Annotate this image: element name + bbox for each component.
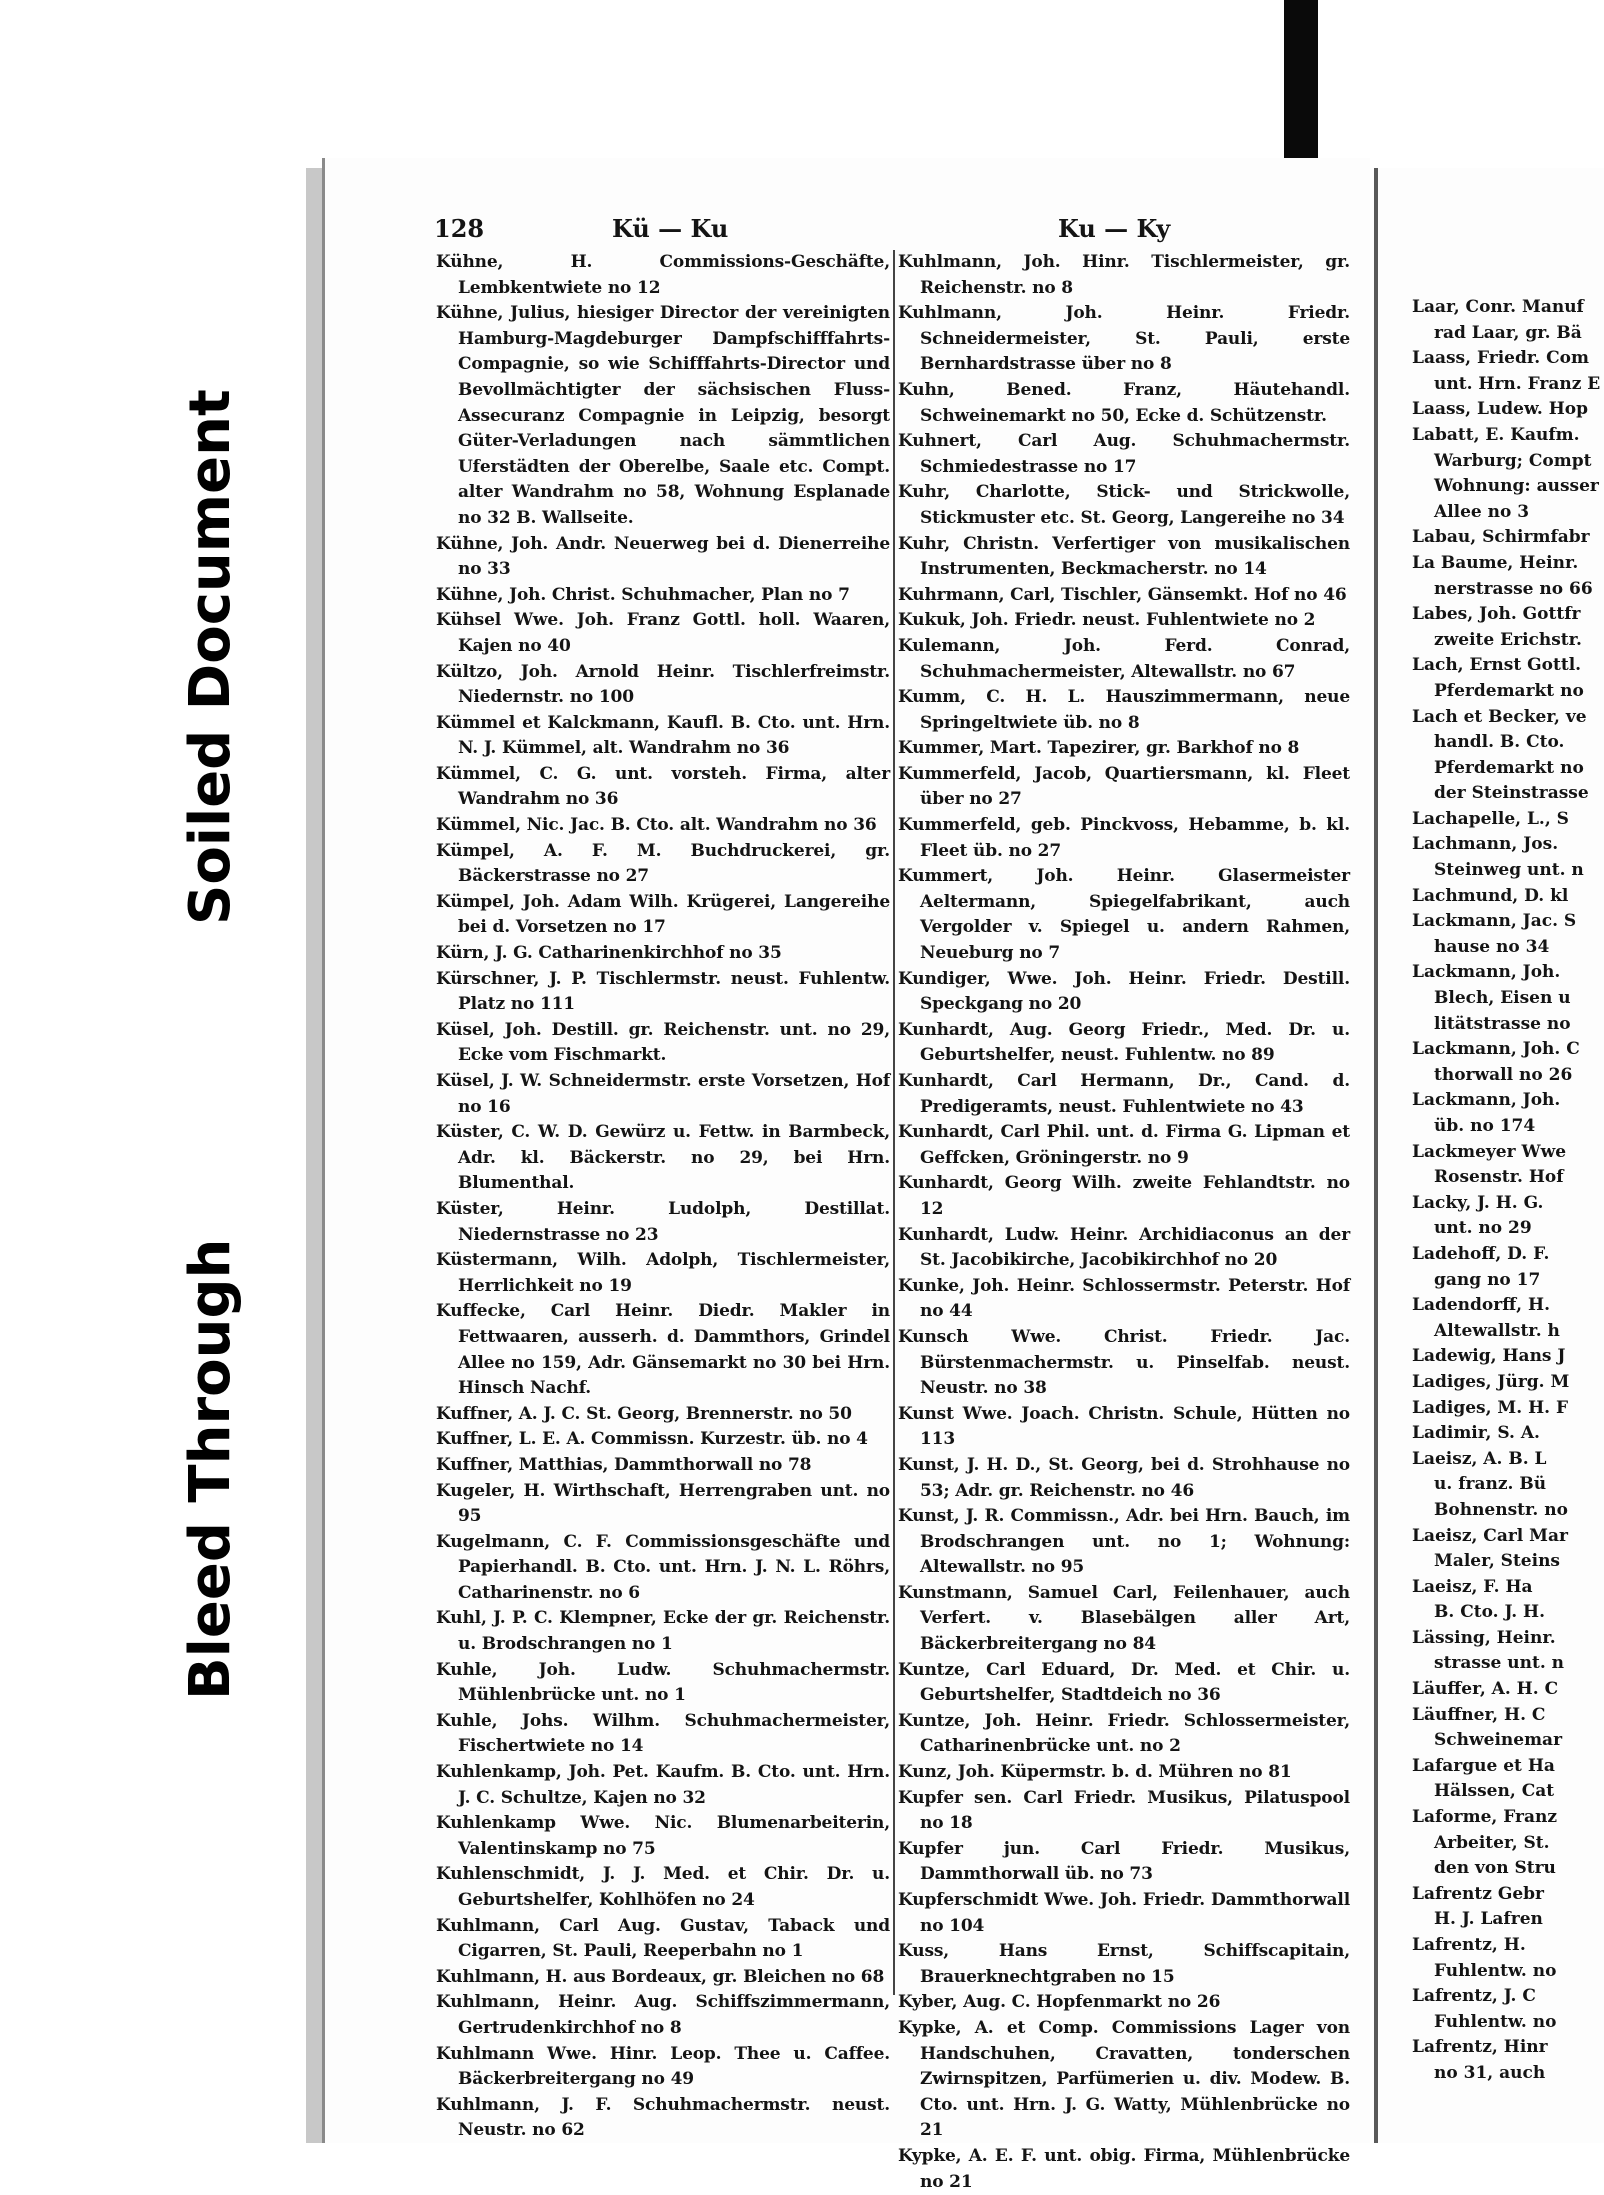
directory-entry: Kühne, Joh. Christ. Schuhmacher, Plan no 7 (436, 584, 850, 605)
directory-entry: Kuhlmann, H. aus Bordeaux, gr. Bleichen no 68 (436, 1966, 885, 1987)
directory-entry: Lafargue et Ha (1412, 1755, 1555, 1776)
directory-entry: La Baume, Heinr. (1412, 552, 1579, 573)
directory-entry: Fuhlentw. no (1434, 2011, 1557, 2032)
directory-entry: Kuhlenkamp Wwe. Nic. Blumenarbeiterin, Valentinskamp no 75 (436, 1813, 890, 1859)
right-column-header: Ku — Ky (1058, 214, 1171, 243)
directory-entry: Lackmann, Jac. S (1412, 911, 1577, 932)
directory-entry: üb. no 174 (1434, 1116, 1536, 1136)
directory-entry: Laar, Conr. Manuf (1412, 297, 1584, 317)
directory-entry: Hälssen, Cat (1434, 1781, 1555, 1802)
directory-entry: Kuhlmann, Heinr. Aug. Schiffszimmermann, Gertrudenkirchhof no 8 (436, 1992, 890, 2038)
directory-entry: Kyber, Aug. C. Hopfenmarkt no 26 (898, 1992, 1221, 2013)
directory-entry: Kunhardt, Aug. Georg Friedr., Med. Dr. u. Geburtshelfer, neust. Fuhlentw. no 89 (898, 1019, 1350, 1066)
directory-entry: Kühne, Joh. Andr. Neuerweg bei d. Dienerreihe no 33 (436, 533, 890, 580)
directory-entry: Kuhrmann, Carl, Tischler, Gänsemkt. Hof no 46 (898, 584, 1347, 605)
directory-entry: Arbeiter, St. (1434, 1832, 1550, 1853)
directory-entry: Kültzo, Joh. Arnold Heinr. Tischlerfreimstr. Niedernstr. no 100 (436, 661, 890, 708)
directory-entry: Kürschner, J. P. Tischlermstr. neust. Fuhlentw. Platz no 111 (436, 968, 890, 1015)
page-number: 128 (434, 214, 485, 243)
directory-entry: rad Laar, gr. Bä (1434, 322, 1582, 343)
directory-entry: Kühne, Julius, hiesiger Director der vereinigten Hamburg-Magdeburger Dampfschifffahrts-Compagnie, so wie Schifffahrts-Director und Bevollmächtigter der sächsischen Fluss-Assecuranz Compagnie in Leipzig, besorgt Güter-Verladungen nach sämmtlichen Uferstädten der Oberelbe, Saale etc. Compt. alter Wandrahm no 58, Wohnung Esplanade no 32 B. Wallseite. (436, 303, 890, 528)
directory-entry: Lachapelle, L., S (1412, 808, 1569, 829)
directory-entry: Kuhlenschmidt, J. J. Med. et Chir. Dr. u. Geburtshelfer, Kohlhöfen no 24 (436, 1864, 890, 1910)
directory-entry: Küsel, Joh. Destill. gr. Reichenstr. unt. no 29, Ecke vom Fischmarkt. (436, 1019, 890, 1066)
directory-entry: Kupfer sen. Carl Friedr. Musikus, Pilatuspool no 18 (898, 1787, 1350, 1834)
directory-entry: handl. B. Cto. (1434, 732, 1565, 753)
directory-entry: Kümmel, Nic. Jac. B. Cto. alt. Wandrahm no 36 (436, 815, 877, 836)
directory-entry: Lackmann, Joh. C (1412, 1039, 1580, 1060)
directory-entry: Ladiges, Jürg. M (1412, 1371, 1570, 1392)
soiled-document-label: Soiled Document (178, 389, 243, 925)
directory-entry: Kunhardt, Carl Phil. unt. d. Firma G. Lipman et Geffcken, Gröningerstr. no 9 (898, 1122, 1350, 1168)
directory-entry: Pferdemarkt no (1434, 757, 1584, 778)
directory-entry: Warburg; Compt (1434, 450, 1592, 471)
directory-entry: Labau, Schirmfabr (1412, 527, 1590, 548)
directory-entry: Lackmann, Joh. (1412, 1090, 1561, 1111)
directory-entry: zweite Erichstr. (1434, 629, 1582, 650)
left-column-header: Kü — Ku (612, 214, 729, 243)
directory-entry: u. franz. Bü (1434, 1474, 1547, 1495)
directory-entry: Küster, Heinr. Ludolph, Destillat. Niedernstrasse no 23 (436, 1198, 890, 1245)
directory-entry: gang no 17 (1434, 1269, 1541, 1290)
directory-entry: Kümmel et Kalckmann, Kaufl. B. Cto. unt. Hrn. N. J. Kümmel, alt. Wandrahm no 36 (436, 712, 890, 759)
directory-entry: Lach, Ernst Gottl. (1412, 655, 1582, 676)
directory-entry: Kuhnert, Carl Aug. Schuhmachermstr. Schmiedestrasse no 17 (898, 431, 1350, 477)
directory-entry: Lafrentz, H. (1412, 1935, 1526, 1955)
directory-entry: Kunhardt, Ludw. Heinr. Archidiaconus an der St. Jacobikirche, Jacobikirchhof no 20 (898, 1224, 1350, 1271)
directory-entry: Kuffner, Matthias, Dammthorwall no 78 (436, 1454, 812, 1475)
directory-entry: Kunsch Wwe. Christ. Friedr. Jac. Bürstenmachermstr. u. Pinselfab. neust. Neustr. no 38 (898, 1326, 1350, 1399)
directory-entry: Laeisz, F. Ha (1412, 1576, 1533, 1597)
directory-entry: Lachmund, D. kl (1412, 885, 1569, 906)
directory-entry: Wohnung: ausser (1434, 476, 1599, 497)
directory-entry: Kunst, J. R. Commissn., Adr. bei Hrn. Bauch, im Brodschrangen unt. no 1; Wohnung: Altewallstr. no 95 (898, 1506, 1350, 1578)
column-divider (893, 250, 895, 1995)
scan-edge-bar (1284, 0, 1318, 175)
directory-entry: Lässing, Heinr. (1412, 1627, 1556, 1648)
directory-entry: hause no 34 (1434, 936, 1550, 957)
directory-entry: Labatt, E. Kaufm. (1412, 424, 1580, 445)
directory-entry: Kümmel, C. G. unt. vorsteh. Firma, alter Wandrahm no 36 (436, 763, 890, 810)
directory-entry: Kuhn, Bened. Franz, Häutehandl. Schweinemarkt no 50, Ecke d. Schützenstr. (898, 379, 1350, 426)
directory-entry: Küster, C. W. D. Gewürz u. Fettw. in Barmbeck, Adr. kl. Bäckerstr. no 29, bei Hrn. Blumenthal. (436, 1122, 890, 1194)
directory-entry: Laeisz, A. B. L (1412, 1448, 1547, 1469)
directory-entry: Laforme, Franz (1412, 1807, 1557, 1828)
directory-entry: Küstermann, Wilh. Adolph, Tischlermeister, Herrlichkeit no 19 (436, 1250, 890, 1296)
directory-entry: Kühsel Wwe. Joh. Franz Gottl. holl. Waaren, Kajen no 40 (436, 610, 890, 656)
directory-entry: Lafrentz, Hinr (1412, 2037, 1548, 2058)
directory-entry: Kypke, A. E. F. unt. obig. Firma, Mühlenbrücke no 21 (898, 2145, 1350, 2192)
directory-entry: Kümpel, A. F. M. Buchdruckerei, gr. Bäckerstrasse no 27 (436, 840, 890, 887)
directory-entry: Kuhlmann, Carl Aug. Gustav, Taback und Cigarren, St. Pauli, Reeperbahn no 1 (436, 1915, 890, 1962)
directory-entry: Blech, Eisen u (1434, 988, 1571, 1009)
directory-entry: Kuss, Hans Ernst, Schiffscapitain, Brauerknechtgraben no 15 (898, 1941, 1350, 1987)
directory-entry: Kulemann, Joh. Ferd. Conrad, Schuhmachermeister, Altewallstr. no 67 (898, 635, 1350, 682)
directory-entry: strasse unt. n (1434, 1653, 1565, 1674)
directory-entry: unt. Hrn. Franz E (1434, 373, 1601, 394)
directory-entry: Kuhr, Charlotte, Stick- und Strickwolle, Stickmuster etc. St. Georg, Langereihe no 34 (898, 482, 1350, 528)
directory-entry: Läuffner, H. C (1412, 1704, 1546, 1725)
directory-entry: Kuffecke, Carl Heinr. Diedr. Makler in Fettwaaren, ausserh. d. Dammthors, Grindel Allee no 159, Adr. Gänsemarkt no 30 bei Hrn. Hinsch Nachf. (436, 1301, 890, 1399)
directory-entry: H. J. Lafren (1434, 1909, 1543, 1930)
directory-entry: der Steinstrasse (1434, 783, 1589, 804)
directory-entry: Kuffner, L. E. A. Commissn. Kurzestr. üb. no 4 (436, 1429, 868, 1450)
directory-entry: Kuhlmann, Joh. Heinr. Friedr. Schneidermeister, St. Pauli, erste Bernhardstrasse über no 8 (898, 303, 1350, 375)
directory-entry: Kypke, A. et Comp. Commissions Lager von Handschuhen, Cravatten, tonderschen Zwirnspitzen, Parfümerien u. div. Modew. B. Cto. unt. Hrn. J. G. Watty, Mühlenbrücke no 21 (898, 2017, 1350, 2141)
directory-entry: Kugeler, H. Wirthschaft, Herrengraben unt. no 95 (436, 1480, 890, 1527)
directory-entry: Kunhardt, Carl Hermann, Dr., Cand. d. Predigeramts, neust. Fuhlentwiete no 43 (898, 1071, 1350, 1117)
directory-entry: litätstrasse no (1434, 1013, 1571, 1034)
directory-entry: Kummert, Joh. Heinr. Glasermeister Aeltermann, Spiegelfabrikant, auch Vergolder v. Spiegel u. andern Rahmen, Neueburg no 7 (898, 866, 1350, 964)
directory-entry: Kühne, H. Commissions-Geschäfte, Lembkentwiete no 12 (436, 252, 890, 298)
bleed-through-label: Bleed Through (178, 1238, 243, 1700)
directory-entry: Kundiger, Wwe. Joh. Heinr. Friedr. Destill. Speckgang no 20 (898, 968, 1350, 1015)
directory-entry: Kuhle, Johs. Wilhm. Schuhmachermeister, Fischertwiete no 14 (436, 1710, 890, 1757)
directory-entry: Kunz, Joh. Küpermstr. b. d. Mühren no 81 (898, 1762, 1292, 1783)
directory-entry: Steinweg unt. n (1434, 860, 1584, 881)
directory-entry: Ladehoff, D. F. (1412, 1243, 1550, 1264)
directory-entry: Ladewig, Hans J (1412, 1346, 1566, 1367)
directory-entry: Kuhr, Christn. Verfertiger von musikalischen Instrumenten, Beckmacherstr. no 14 (898, 533, 1350, 580)
directory-entry: Kumm, C. H. L. Hauszimmermann, neue Springeltwiete üb. no 8 (898, 687, 1350, 733)
directory-entry: Kümpel, Joh. Adam Wilh. Krügerei, Langereihe bei d. Vorsetzen no 17 (436, 891, 890, 938)
directory-entry: Lackmeyer Wwe (1412, 1141, 1567, 1162)
directory-entry: Lackmann, Joh. (1412, 962, 1561, 983)
directory-entry: Kugelmann, C. F. Commissionsgeschäfte und Papierhandl. B. Cto. unt. Hrn. J. N. L. Röhrs, Catharinenstr. no 6 (436, 1531, 890, 1603)
directory-entry: Allee no 3 (1434, 501, 1530, 522)
directory-entry: Altewallstr. h (1434, 1320, 1560, 1341)
directory-entry: Läuffer, A. H. C (1412, 1679, 1559, 1700)
directory-entry: Kuhlmann, Joh. Hinr. Tischlermeister, gr. Reichenstr. no 8 (898, 252, 1350, 298)
directory-entry: Kuhlmann, J. F. Schuhmachermstr. neust. Neustr. no 62 (436, 2094, 890, 2141)
directory-entry: B. Cto. J. H. (1434, 1602, 1546, 1623)
directory-entry: Kupfer jun. Carl Friedr. Musikus, Dammthorwall üb. no 73 (898, 1838, 1350, 1885)
directory-entry: Kuntze, Joh. Heinr. Friedr. Schlossermeister, Catharinenbrücke unt. no 2 (898, 1710, 1350, 1757)
directory-entry: Ladendorff, H. (1412, 1295, 1550, 1316)
left-column (436, 250, 890, 2141)
directory-entry: Kummer, Mart. Tapezirer, gr. Barkhof no 8 (898, 738, 1300, 759)
directory-entry: Pferdemarkt no (1434, 680, 1584, 701)
directory-entry: Kuhl, J. P. C. Klempner, Ecke der gr. Reichenstr. u. Brodschrangen no 1 (436, 1608, 890, 1655)
facing-page-column (1412, 295, 1602, 2087)
directory-entry: Maler, Steins (1434, 1551, 1560, 1572)
directory-entry: no 31, auch (1434, 2062, 1546, 2083)
directory-entry: Laeisz, Carl Mar (1412, 1525, 1568, 1546)
directory-entry: Bohnenstr. no (1434, 1499, 1568, 1520)
middle-column (898, 250, 1350, 2192)
directory-entry: Kummerfeld, Jacob, Quartiersmann, kl. Fleet über no 27 (898, 763, 1350, 810)
directory-entry: den von Stru (1434, 1858, 1556, 1879)
directory-entry: Laass, Ludew. Hop (1412, 399, 1589, 420)
directory-entry: Kunhardt, Georg Wilh. zweite Fehlandtstr. no 12 (898, 1173, 1350, 1219)
directory-entry: Ladiges, M. H. F (1412, 1397, 1569, 1418)
directory-entry: Kunke, Joh. Heinr. Schlossermstr. Peterstr. Hof no 44 (898, 1275, 1350, 1322)
directory-entry: Rosenstr. Hof (1434, 1167, 1564, 1188)
directory-entry: Kukuk, Joh. Friedr. neust. Fuhlentwiete no 2 (898, 610, 1316, 631)
directory-entry: Kuhle, Joh. Ludw. Schuhmachermstr. Mühlenbrücke unt. no 1 (436, 1659, 890, 1706)
directory-entry: Kunst, J. H. D., St. Georg, bei d. Strohhause no 53; Adr. gr. Reichenstr. no 46 (898, 1454, 1350, 1501)
directory-entry: Kuntze, Carl Eduard, Dr. Med. et Chir. u. Geburtshelfer, Stadtdeich no 36 (898, 1659, 1350, 1706)
directory-entry: thorwall no 26 (1434, 1064, 1573, 1085)
directory-entry: Kummerfeld, geb. Pinckvoss, Hebamme, b. kl. Fleet üb. no 27 (898, 815, 1350, 861)
directory-entry: Kuhlmann Wwe. Hinr. Leop. Thee u. Caffee. Bäckerbreitergang no 49 (436, 2043, 890, 2090)
directory-entry: Fuhlentw. no (1434, 1960, 1557, 1981)
directory-entry: Lacky, J. H. G. (1412, 1192, 1544, 1213)
directory-entry: Laass, Friedr. Com (1412, 348, 1589, 369)
directory-entry: Lafrentz, J. C (1412, 1986, 1536, 2007)
directory-entry: Küsel, J. W. Schneidermstr. erste Vorsetzen, Hof no 16 (436, 1071, 890, 1117)
directory-entry: Kuhlenkamp, Joh. Pet. Kaufm. B. Cto. unt. Hrn. J. C. Schultze, Kajen no 32 (436, 1762, 890, 1808)
directory-entry: Kürn, J. G. Catharinenkirchhof no 35 (436, 943, 782, 964)
directory-entry: Kupferschmidt Wwe. Joh. Friedr. Dammthorwall no 104 (898, 1890, 1350, 1936)
directory-entry: Lachmann, Jos. (1412, 834, 1559, 855)
directory-entry: Kuffner, A. J. C. St. Georg, Brennerstr. no 50 (436, 1403, 852, 1424)
directory-entry: Schweinemar (1434, 1730, 1563, 1751)
directory-entry: Labes, Joh. Gottfr (1412, 604, 1581, 625)
directory-entry: Kunstmann, Samuel Carl, Feilenhauer, auch Verfert. v. Blasebälgen aller Art, Bäckerbreitergang no 84 (898, 1582, 1350, 1655)
directory-entry: Lach et Becker, ve (1412, 706, 1587, 727)
directory-entry: Kunst Wwe. Joach. Christn. Schule, Hütten no 113 (898, 1403, 1350, 1450)
directory-entry: Lafrentz Gebr (1412, 1883, 1545, 1904)
annotation-strip (0, 0, 300, 2177)
directory-entry: nerstrasse no 66 (1434, 578, 1593, 599)
directory-entry: Ladimir, S. A. (1412, 1423, 1540, 1444)
directory-entry: unt. no 29 (1434, 1218, 1532, 1239)
